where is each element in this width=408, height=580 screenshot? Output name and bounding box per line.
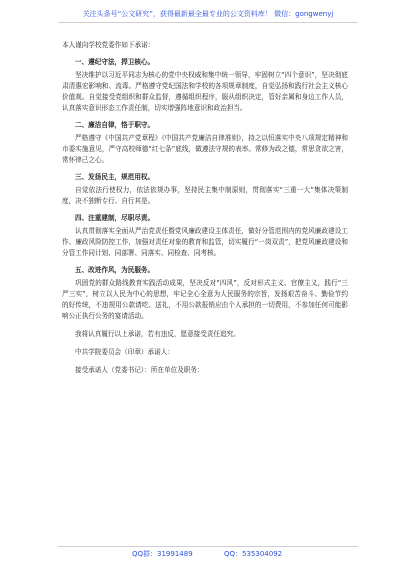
qq-number: QQ：535304092 <box>224 550 283 558</box>
section-heading: 一、遵纪守法，捍卫核心。 <box>75 58 155 66</box>
section-paragraph: 自觉依法行使权力，依法依规办事，坚持民主集中制原则，贯彻落实“三重一大”集体决策制度，决不独断专行、自行其是。 <box>62 186 348 205</box>
closing-statement: 我将认真履行以上承诺，若有违反，愿意接受责任追究。 <box>75 330 240 338</box>
section-paragraph: 认真贯彻落实全面从严治党责任暨党风廉政建设主体责任，做好分管范围内的党风廉政建设工作、廉政风险防控工作，加强对责任对象的教育和监管，切实履行“一岗双责”，把党风廉政建设和分管工作同计划、同部署、同落实、同检查、同考核。 <box>62 227 348 257</box>
section-paragraph: 严格遵守《中国共产党章程》《中国共产党廉洁自律准则》，持之以恒落实中央八项规定精神和市委实施意见，严守高校师德“红七条”底线，做遵法守规的表率。常修为政之德，常思贪欲之害，常怀律己之心。 <box>62 134 348 164</box>
document-body <box>62 40 348 376</box>
acceptor-signature-line: 接受承诺人（党委书记）：所在单位及职务： <box>75 366 204 374</box>
header-banner: 关注头条号“公文研究”，获得最新最全最专业的公文资料库！ 微信：gongwenyj <box>58 6 358 23</box>
section-paragraph: 巩固党的群众路线教育实践活动成果，坚决反对“四风”，反对形式主义、官僚主义，践行“三严三实”，树立以人民为中心的思想，牢记全心全意为人民服务的宗旨，发扬艰苦奋斗、勤俭节约的好传统，不违规用公款请吃、送礼，不用公款报销应由个人承担的一切费用，不参加任何可能影响公正执行公务的宴请活动。 <box>62 279 348 320</box>
intro-text: 本人谨向学校党委作如下承诺： <box>62 41 155 49</box>
section-heading: 五、改进作风，为民服务。 <box>75 266 155 274</box>
committee-signature-line: 中共学院委员会（印章）承诺人： <box>75 348 174 356</box>
section-heading: 二、廉洁自律，恪于职守。 <box>75 121 155 129</box>
section-heading: 四、注重建制，尽职尽责。 <box>75 214 155 222</box>
section-paragraph: 坚决维护以习近平同志为核心的党中央权威和集中统一领导，牢固树立“四个意识”，坚决彻底肃清惠宏影响和、流毒。严格遵守党纪国法和学校的各项规章制度，自觉弘扬和践行社会主义核心价值观。自觉接受党组织和群众监督，遵循组织程序，服从组织决定，管好亲属和身边工作人员，认真落实意识形态工作责任制，切实增强阵地意识和政治担当。 <box>62 71 348 112</box>
footer-bar <box>58 546 358 561</box>
section-heading: 三、发扬民主，规范用权。 <box>75 173 155 181</box>
qq-group-number: QQ群：31991489 <box>132 550 193 558</box>
